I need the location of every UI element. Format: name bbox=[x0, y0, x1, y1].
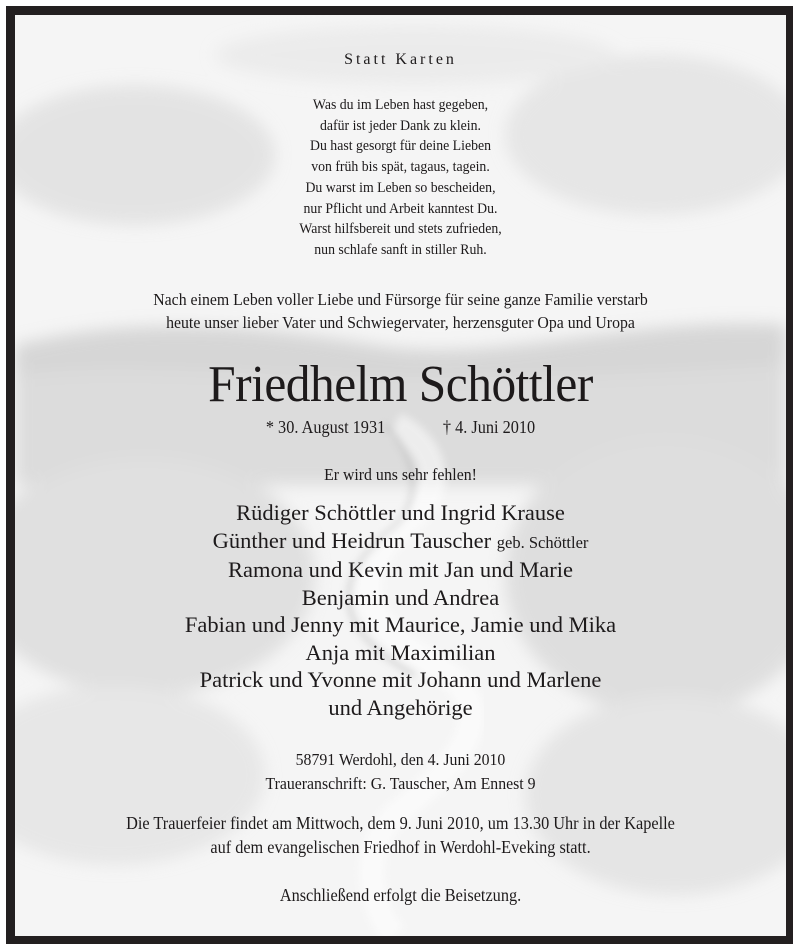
poem-line: nun schlafe sanft in stiller Ruh. bbox=[314, 241, 487, 258]
poem-line: Was du im Leben hast gegeben, bbox=[312, 97, 489, 113]
maiden-name-note: geb. Schöttler bbox=[496, 532, 589, 552]
birth-date: * 30. August 1931 bbox=[265, 417, 386, 437]
family-entry: und Angehörige bbox=[328, 694, 473, 720]
poem-line: Warst hilfsbereit und stets zufrieden, bbox=[299, 221, 502, 238]
poem bbox=[46, 95, 755, 261]
intro-text bbox=[42, 288, 759, 334]
family-entry: Patrick und Yvonne mit Johann und Marlene bbox=[199, 667, 602, 692]
family-list bbox=[15, 499, 786, 721]
life-dates bbox=[42, 417, 759, 438]
obituary-notice bbox=[15, 15, 786, 936]
intro-line: Nach einem Leben voller Liebe und Fürsorge für seine ganze Familie verstarb bbox=[153, 290, 648, 309]
death-date: † 4. Juni 2010 bbox=[442, 417, 536, 437]
place-date: 58791 Werdohl, den 4. Juni 2010 bbox=[295, 750, 506, 769]
service-line: Die Trauerfeier findet am Mittwoch, dem 9. Juni 2010, um 13.30 Uhr in der Kapelle bbox=[126, 813, 675, 833]
poem-line: dafür ist jeder Dank zu klein. bbox=[320, 117, 481, 134]
family-entry: Ramona und Kevin mit Jan und Marie bbox=[228, 557, 573, 582]
poem-line: von früh bis spät, tagaus, tagein. bbox=[311, 159, 490, 176]
notice-text bbox=[15, 15, 786, 936]
motto: Er wird uns sehr fehlen! bbox=[324, 465, 477, 484]
family-entry: Anja mit Maximilian bbox=[305, 639, 496, 665]
burial-note: Anschließend erfolgt die Beisetzung. bbox=[279, 885, 522, 905]
poem-line: Du hast gesorgt für deine Lieben bbox=[309, 138, 492, 155]
family-entry: Rüdiger Schöttler und Ingrid Krause bbox=[236, 500, 565, 525]
place-and-address bbox=[42, 748, 759, 795]
intro-line: heute unser lieber Vater und Schwiegervater, herzensguter Opa und Uropa bbox=[166, 313, 635, 332]
poem-line: Du warst im Leben so bescheiden, bbox=[305, 179, 496, 196]
deceased-name: Friedhelm Schöttler bbox=[208, 356, 593, 413]
poem-line: nur Pflicht und Arbeit kanntest Du. bbox=[303, 200, 498, 217]
funeral-service-info bbox=[42, 812, 759, 859]
header-statt-karten: Statt Karten bbox=[344, 51, 457, 68]
family-entry: Günther und Heidrun Tauscher geb. Schöttler bbox=[212, 527, 589, 553]
family-entry: Benjamin und Andrea bbox=[301, 584, 500, 610]
mourning-address: Traueranschrift: G. Tauscher, Am Ennest 9 bbox=[265, 773, 536, 793]
family-entry: Fabian und Jenny mit Maurice, Jamie und Mika bbox=[184, 612, 617, 637]
service-line: auf dem evangelischen Friedhof in Werdohl-Eveking statt. bbox=[210, 836, 591, 857]
